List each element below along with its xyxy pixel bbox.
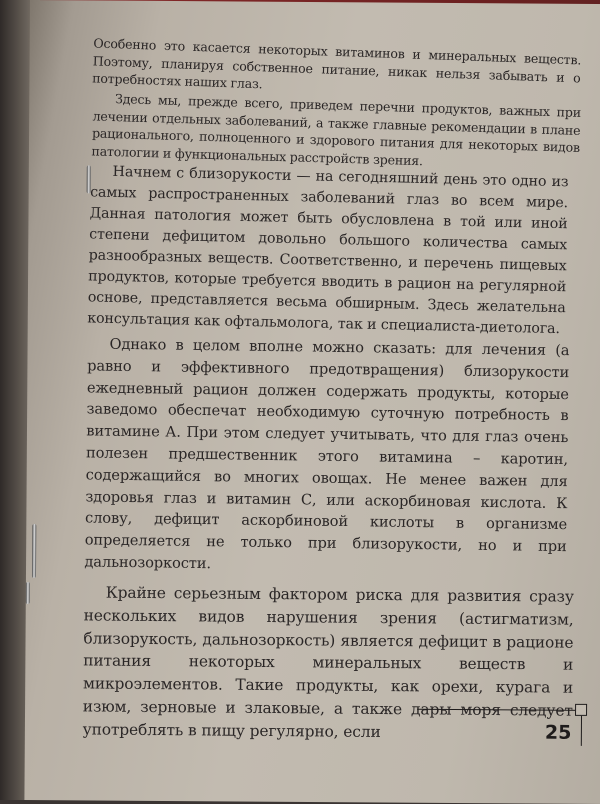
paragraph-1: Особенно это касается некоторых витаминов и минеральных веществ. Поэтому, планируя собственное питание, никак нельзя забывать и о потребностях наших глаз. — [91, 35, 582, 92]
paragraph-2: Здесь мы, прежде всего, приведем перечни продуктов, важных при лечении отдельных заболеваний, а также главные рекомендации в плане рационального, полноценного и здорового питания для некоторых видов патологии и функциональных расстройств зрения. — [91, 90, 582, 168]
binding-staple-bottom — [26, 582, 30, 604]
paragraph-4: Однако в целом вполне можно сказать: для лечения (а равно и эффективного предотвращения) близорукости ежедневный рацион должен содержать продукты, которые заведомо обеспечат необходимую суточную потребность в витамине А. При этом следует учитывать, что для глаз очень полезен предшественник этого витамина – каротин, содержащийся во многих овощах. Не менее важен для здоровья глаз и витамин С, или аскорбиновая кислота. К слову, дефицит аскорбиновой кислоты в организме определяется не только при близорукости, но и при дальнозоркости. — [84, 335, 570, 573]
footer-square-ornament — [575, 704, 587, 716]
paragraph-5: Крайне серьезным фактором риска для развития сразу нескольких видов нарушения зрения (астигматизм, близорукость, дальнозоркость) является дефицит в рационе питания некоторых минеральных веществ и микроэлементов. Такие продукты, как орехи, курага и изюм, зерновые и злаковые, а также дары моря следует употреблять в пищу регулярно, если — [82, 583, 574, 741]
book-page — [24, 0, 600, 804]
paragraph-3: Начнем с близорукости — на сегодняшний день это одно из самых распространенных заболеваний глаз во всем мире. Данная патология может быть обусловлена в той или иной степени дефицитом довольно большого количества самых разнообразных веществ. Соответственно, и перечень пищевых продуктов, которые требуется вводить в рацион на регулярной основе, представляется весьма обширным. Здесь желательна консультация как офтальмолога, так и специалиста-диетолога. — [87, 164, 569, 338]
page-number: 25 — [544, 721, 572, 744]
page-text — [83, 34, 582, 744]
binding-staple-middle — [32, 524, 36, 578]
